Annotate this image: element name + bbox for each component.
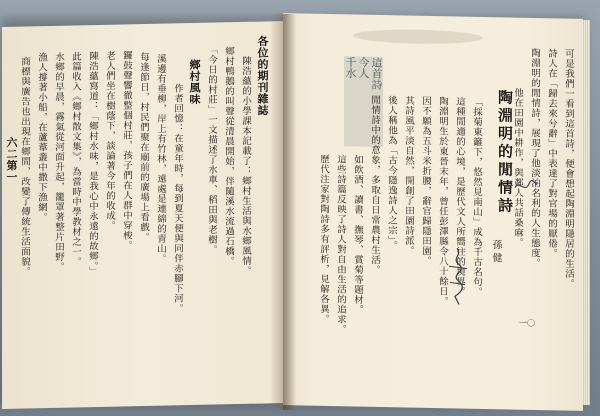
handwritten-mark	[513, 178, 539, 196]
right-col-11: 如飲酒、讀書、撫琴、賞菊等題材。	[352, 154, 363, 315]
handwritten-signature	[443, 246, 473, 307]
left-col-5: 每逢節日，村民們聚在廟前的廣場上看戲。	[138, 51, 149, 243]
right-col-7: 因不願為五斗米折腰，辭官歸隱田園。	[420, 95, 431, 266]
right-col-9: 後人稱他為「古今隱逸詩人之宗」。	[386, 95, 397, 251]
left-col-7: 老人們坐在樹蔭下，談論著今年的收成。	[104, 50, 115, 231]
chapter-title: 陶淵明的閒情詩	[496, 89, 514, 216]
right-page-number: 一〇	[519, 318, 535, 328]
right-col-5: 這種閒適的心境，是歷代文人所嚮往的境界。	[454, 96, 465, 297]
left-col-6: 鑼鼓聲響徹整個村莊，孩子們在人群中穿梭。	[121, 50, 132, 251]
left-col-11: 漁人撐著小船，在蘆葦叢中撒下漁網。	[36, 52, 47, 223]
right-col-8: 其詩風平淡自然，開創了田園詩派。	[403, 95, 414, 256]
right-col-0: 可是我們一看到這首詩，便會想起陶淵明隱居的生活。	[563, 48, 574, 289]
right-col-4: 「採菊東籬下，悠然見南山」成為千古名句。	[471, 96, 482, 297]
right-col-12: 這些詩篇反映了詩人對自由生活的追求。	[335, 154, 346, 335]
right-col-6: 陶淵明生於東晉末年，曾任彭澤縣令八十餘日。	[437, 96, 448, 307]
left-col-9: 此篇收入《鄉村散文集》，為當時中學教材之一。	[70, 51, 81, 267]
left-header-2: 六二第一	[5, 136, 18, 183]
left-header-1: 各位的期刊雜誌	[256, 35, 269, 117]
left-col-12: 商標與廣告也出現在鄉間，改變了傳統生活面貌。	[19, 56, 30, 277]
page-edges	[582, 20, 590, 405]
left-col-2: 「今日的村莊」一文描述了水車、稻田與老樹。	[206, 44, 217, 255]
right-col-13: 歷代注家對陶詩多有評析，見解各異。	[318, 153, 329, 325]
left-col-4: 溪邊有垂柳，岸上有竹林，遠處是連綿的青山。	[155, 53, 166, 264]
left-col-3: 作者回憶：在童年時，每到夏天便與同伴赤腳下河。	[172, 83, 183, 314]
left-col-0: 陳浩蘊的小學課本記載了：鄉村生活與水鄉風情。	[240, 55, 251, 276]
right-page	[283, 13, 583, 411]
right-col-10: 閒情詩中的意象，多取自日常農村生活。	[369, 94, 380, 275]
book-gutter	[270, 14, 296, 410]
right-col-3: 他在田園中耕作，與鄰人共話桑麻。	[512, 87, 523, 248]
author-name: 孫 健	[490, 239, 501, 263]
ink-smudge	[353, 28, 483, 44]
right-col-1: 詩人在「歸去來兮辭」中表達了對官場的厭倦。	[546, 48, 557, 259]
left-col-1: 鄉村鴨鵝的叫聲從清晨開始，伴隨溪水流過石橋。	[223, 46, 234, 267]
left-page	[2, 21, 286, 409]
top-stamp-text: 這首詩 今人 千水	[323, 56, 383, 147]
left-col-8: 陳浩蘊寫道：「鄉村水味，是我心中永遠的故鄉。」	[87, 50, 98, 277]
left-section-1: 鄉村風味	[188, 58, 201, 106]
left-col-10: 水鄉的早晨，霧氣從河面升起，籠罩著整片田野。	[53, 51, 64, 272]
right-col-2: 陶淵明的閒情詩，展現了他淡泊名利的人生態度。	[529, 47, 540, 269]
